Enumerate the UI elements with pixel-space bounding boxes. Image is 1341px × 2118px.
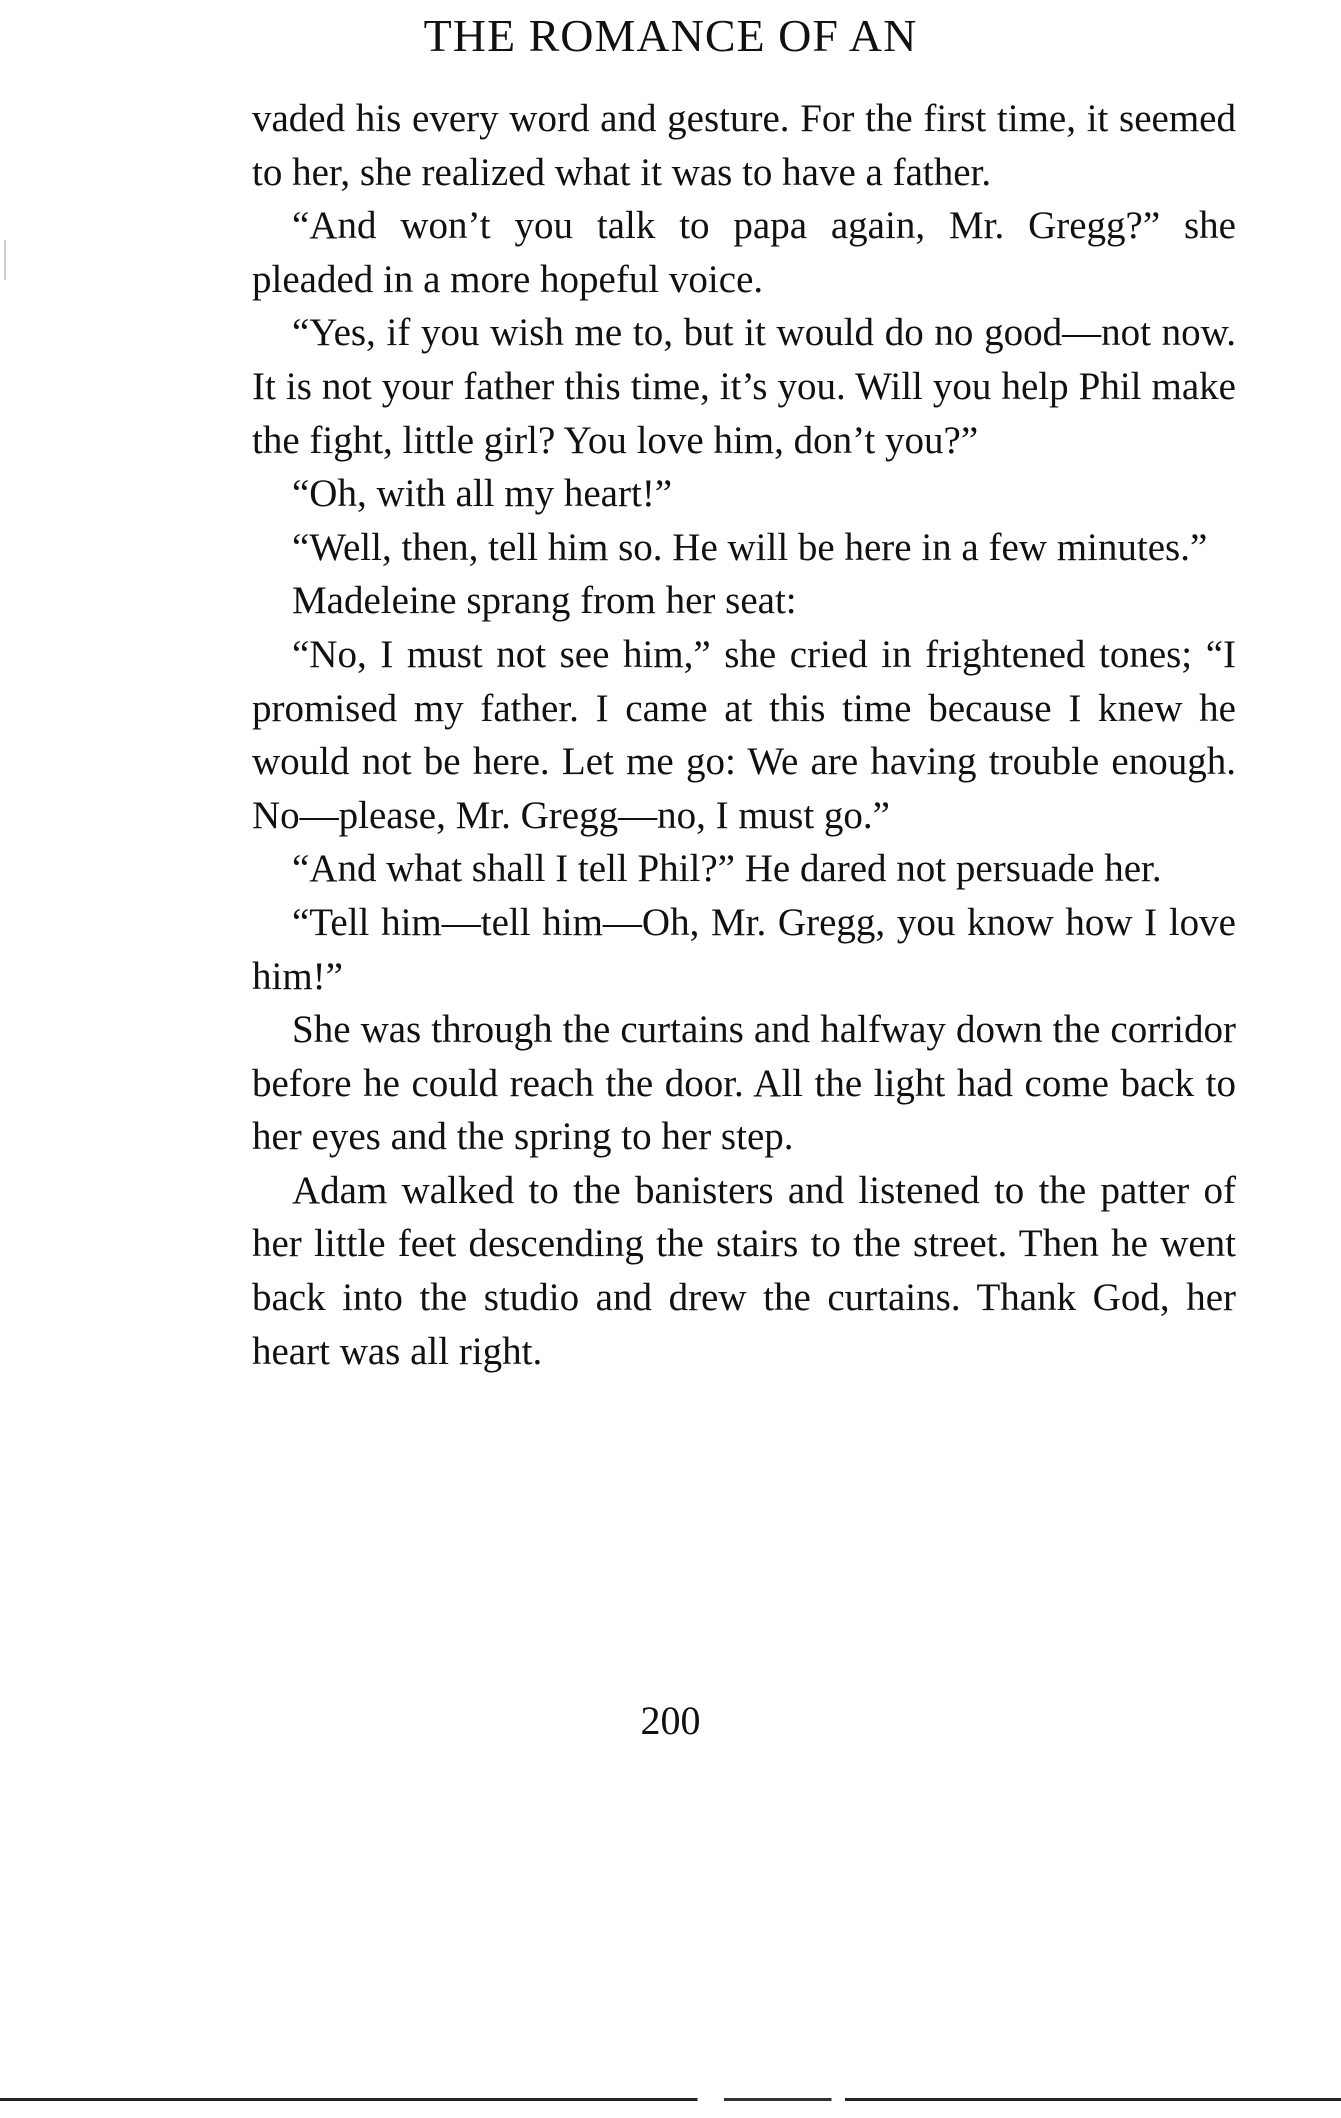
paragraph: Madeleine sprang from her seat: <box>292 579 797 623</box>
page-number: 200 <box>640 1698 701 1743</box>
bottom-rule <box>0 2098 1341 2101</box>
body-text <box>252 92 1236 1378</box>
paragraph: Adam walked to the banisters and listened to the patter of her little feet descending the stairs to the street. Then he went back into the studio and drew the curtains. Thank God, her heart was all right. <box>252 1168 1236 1373</box>
paragraph: She was through the curtains and halfway down the corridor before he could reach the door. All the light had come back to her eyes and the spring to her step. <box>252 1008 1236 1159</box>
paragraph: “Well, then, tell him so. He will be here in a few minutes.” <box>292 525 1208 569</box>
paragraph: “Oh, with all my heart!” <box>292 472 673 516</box>
running-title: THE ROMANCE OF AN <box>423 10 918 61</box>
scan-margin-mark <box>4 240 6 280</box>
paragraph: “Tell him—tell him—Oh, Mr. Gregg, you know how I love him!” <box>252 900 1236 998</box>
paragraph: “Yes, if you wish me to, but it would do no good—not now. It is not your father this time, it’s you. Will you help Phil make the fight, little girl? You love him, don’t you?” <box>252 311 1236 462</box>
paragraph-continued: vaded his every word and gesture. For the first time, it seemed to her, she realized what it was to have a father. <box>252 97 1236 194</box>
paragraph: “And won’t you talk to papa again, Mr. Gregg?” she pleaded in a more hopeful voice. <box>252 204 1236 301</box>
paragraph: “And what shall I tell Phil?” He dared not persuade her. <box>292 847 1162 891</box>
paragraph: “No, I must not see him,” she cried in frightened tones; “I promised my father. I came at this time because I knew he would not be here. Let me go: We are having trouble enough. No—please, Mr. Gregg—no, I must go.” <box>252 632 1236 837</box>
